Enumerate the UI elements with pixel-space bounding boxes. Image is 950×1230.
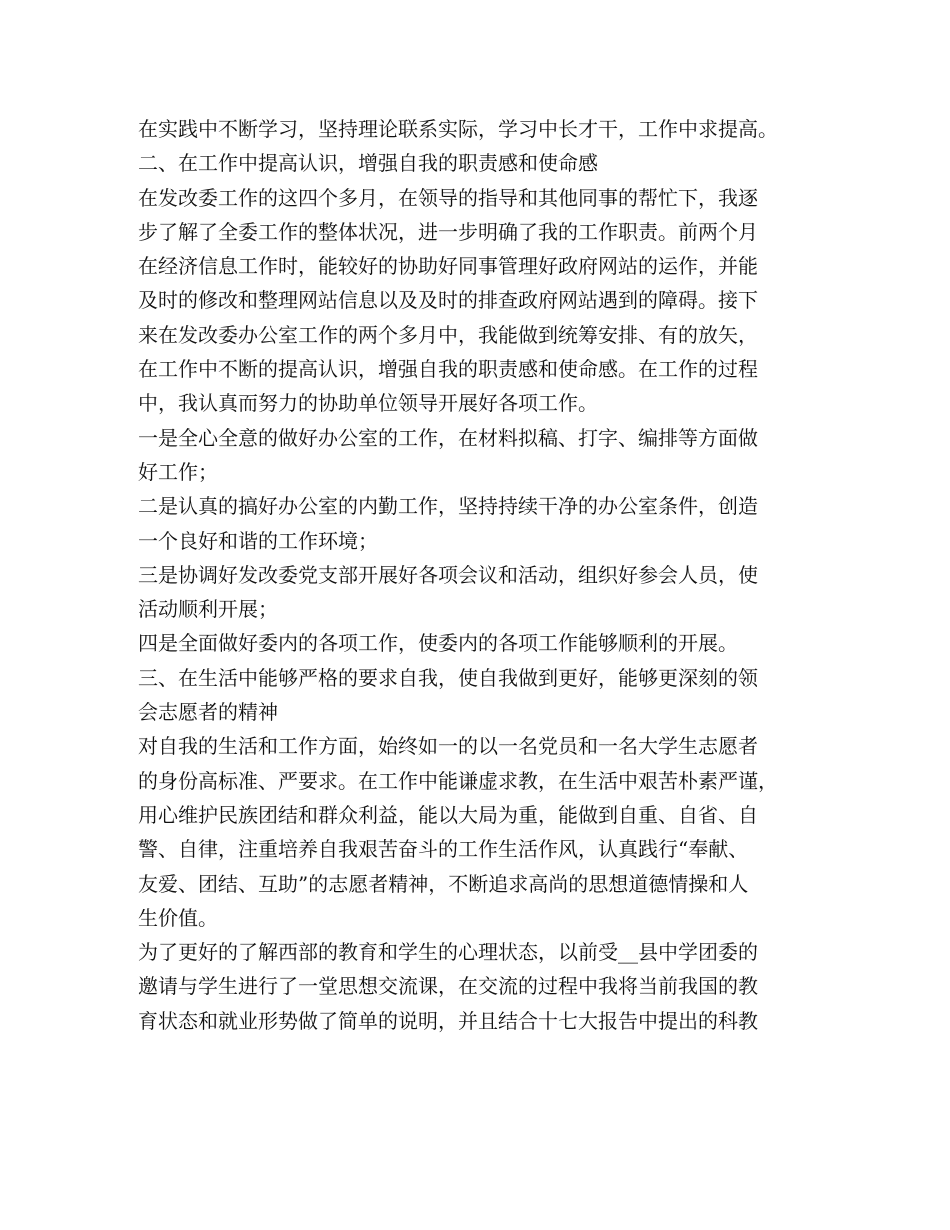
- text-line: 在实践中不断学习，坚持理论联系实际，学习中长才干，工作中求提高。: [138, 117, 778, 141]
- text-line: 来在发改委办公室工作的两个多月中，我能做到统筹安排、有的放矢，: [138, 322, 758, 347]
- list-item: 四是全面做好委内的各项工作，使委内的各项工作能够顺利的开展。: [138, 631, 738, 656]
- text-line: 友爱、团结、互助”的志愿者精神，不断追求高尚的思想道德情操和人: [138, 871, 749, 896]
- list-item: 二是认真的搞好办公室的内勤工作，坚持持续干净的办公室条件，创造: [138, 494, 758, 519]
- text-line: 警、自律，注重培养自我艰苦奋斗的工作生活作风，认真践行“奉献、: [138, 837, 749, 862]
- text-line: 为了更好的了解西部的教育和学生的心理状态，以前受__县中学团委的: [138, 940, 758, 965]
- text-line: 在工作中不断的提高认识，增强自我的职责感和使命感。在工作的过程: [138, 357, 758, 382]
- text-line: 会志愿者的精神: [138, 700, 278, 725]
- text-line: 中，我认真而努力的协助单位领导开展好各项工作。: [138, 391, 598, 416]
- text-line: 生价值。: [138, 905, 218, 930]
- section-heading: 二、在工作中提高认识，增强自我的职责感和使命感: [138, 151, 598, 176]
- text-line: 一个良好和谐的工作环境；: [138, 528, 378, 553]
- text-line: 活动顺利开展；: [138, 597, 278, 622]
- document-body: [138, 112, 838, 1038]
- text-line: 用心维护民族团结和群众利益，能以大局为重，能做到自重、自省、自: [138, 802, 758, 827]
- text-line: 的身份高标准、严要求。在工作中能谦虚求教，在生活中艰苦朴素严谨，: [138, 768, 778, 793]
- list-item: 一是全心全意的做好办公室的工作，在材料拟稿、打字、编排等方面做: [138, 425, 758, 450]
- section-heading: 三、在生活中能够严格的要求自我，使自我做到更好，能够更深刻的领: [138, 665, 758, 690]
- text-line: 好工作；: [138, 459, 218, 484]
- text-line: 对自我的生活和工作方面，始终如一的以一名党员和一名大学生志愿者: [138, 734, 758, 759]
- text-line: 邀请与学生进行了一堂思想交流课，在交流的过程中我将当前我国的教: [138, 974, 758, 999]
- text-line: 步了解了全委工作的整体状况，进一步明确了我的工作职责。前两个月: [138, 219, 758, 244]
- text-line: 及时的修改和整理网站信息以及及时的排查政府网站遇到的障碍。接下: [138, 288, 758, 313]
- list-item: 三是协调好发改委党支部开展好各项会议和活动，组织好参会人员，使: [138, 562, 758, 587]
- text-line: 在经济信息工作时，能较好的协助好同事管理好政府网站的运作，并能: [138, 254, 758, 279]
- text-line: 育状态和就业形势做了简单的说明，并且结合十七大报告中提出的科教: [138, 1008, 758, 1033]
- text-line: 在发改委工作的这四个多月，在领导的指导和其他同事的帮忙下，我逐: [138, 185, 758, 210]
